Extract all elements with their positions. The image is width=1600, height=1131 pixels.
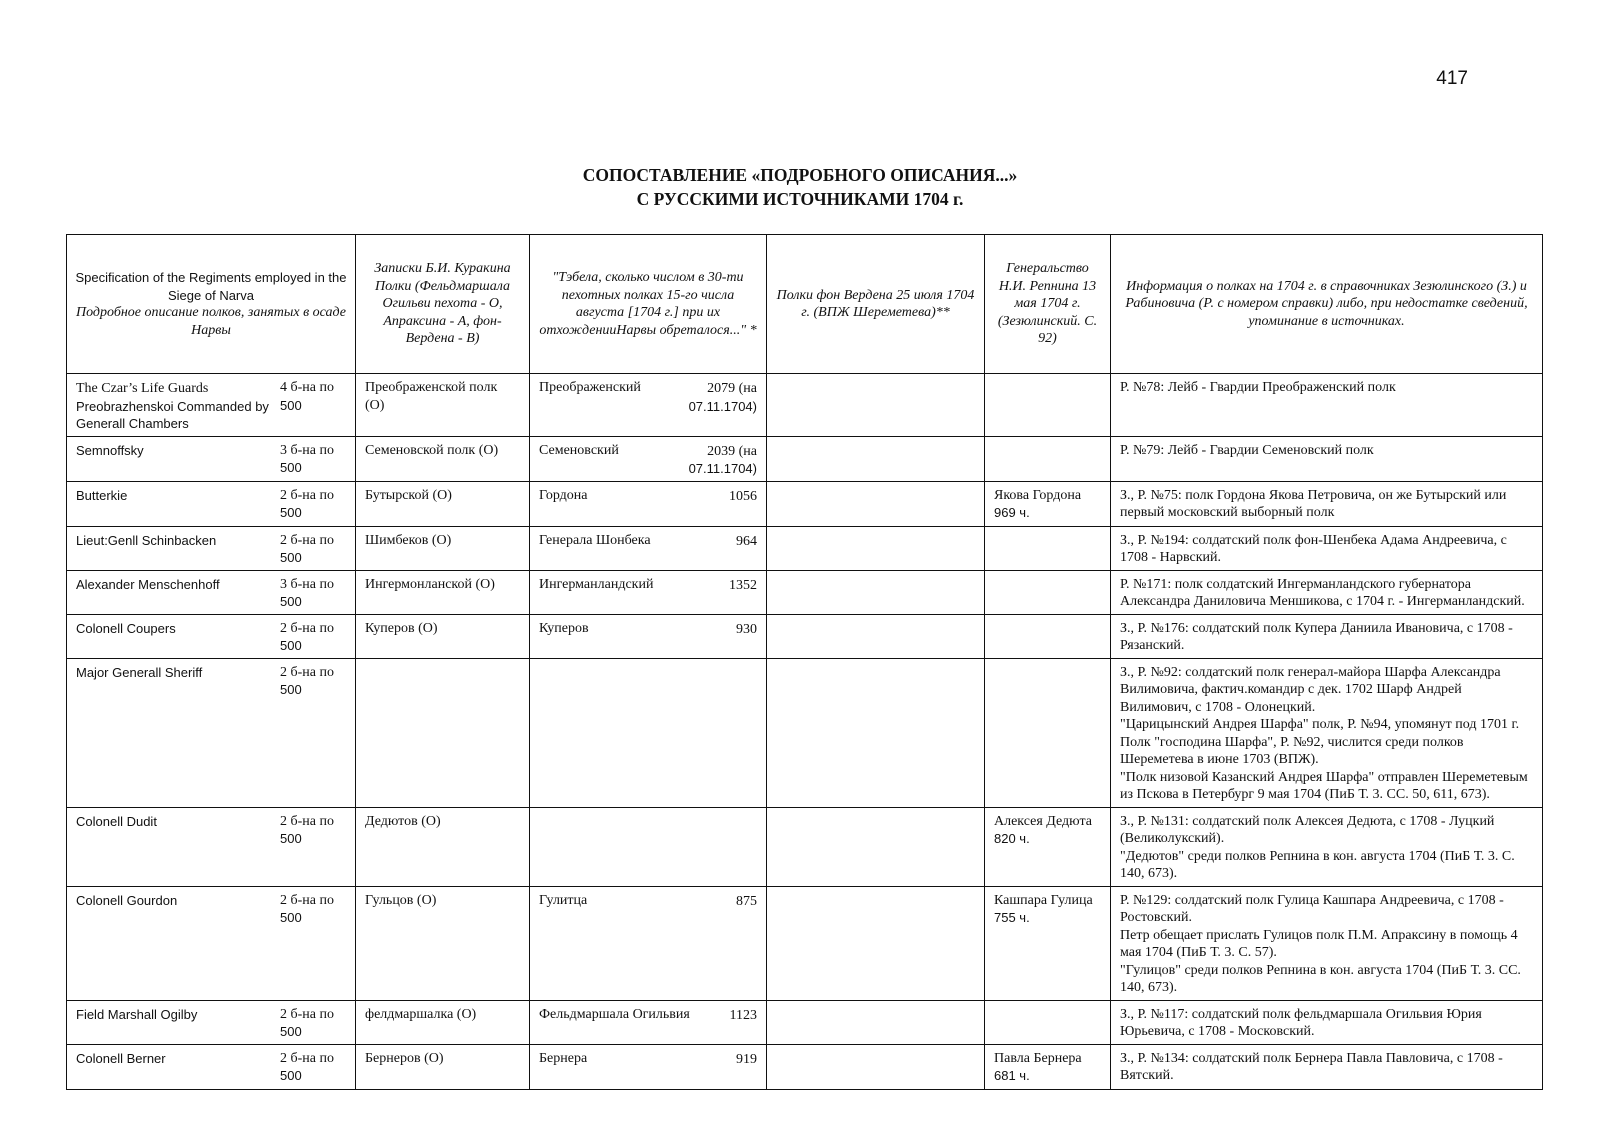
table-row [67, 481, 1543, 526]
regiment-name-sans: Major Generall Sheriff [76, 664, 203, 680]
cell-info [1111, 1044, 1543, 1089]
header-col-tebela: "Тэбела, сколько числом в 30-ти пехотных полках 15-го числа августа [1704 г.] при их отхожденииНарвы обреталося..." * [530, 235, 767, 374]
repnin-regiment: Павла Бернера [994, 1050, 1082, 1066]
table-row [67, 1000, 1543, 1044]
regiment-name-sans: Field Marshall Ogilby [76, 1006, 198, 1022]
cell-kurakin [356, 658, 530, 807]
repnin-strength: 755 ч. [994, 910, 1030, 925]
tebela-regiment: Гордона [539, 487, 588, 503]
cell-info [1111, 481, 1543, 526]
cell-tebela [530, 1000, 767, 1044]
cell-regiment-name [67, 374, 356, 437]
regiment-name [76, 487, 280, 522]
tebela-count [729, 487, 757, 506]
info-line: З., Р. №194: солдатский полк фон-Шенбека Адама Андреевича, с 1708 - Нарвский. [1120, 532, 1507, 565]
regiment-name [76, 892, 280, 927]
regiment-name-sans: Semnoffsky [76, 442, 144, 458]
table-body [67, 374, 1543, 1090]
info-line: З., Р. №92: солдатский полк генерал-майора Шарфа Александра Вилимовича, фактич.командир с дек. 1702 Шарф Андрей Вилимович, с 1708 - Олонецкий. [1120, 664, 1501, 715]
tebela-count-main: 1056 [729, 488, 757, 504]
tebela-count-main: 1352 [729, 577, 757, 593]
battalion-number: 500 [280, 594, 302, 609]
battalion-text: 2 б-на по [280, 1006, 334, 1022]
cell-info [1111, 658, 1543, 807]
header-col-kurakin: Записки Б.И. Куракина Полки (Фельдмаршала Огильви пехота - О, Апраксина - А, фон-Вердена - В) [356, 235, 530, 374]
header-col-specification [67, 235, 356, 374]
table-row [67, 886, 1543, 1000]
page-number: 417 [1436, 68, 1468, 89]
battalion-count [280, 620, 346, 655]
cell-kurakin: Преображенской полк (О) [356, 374, 530, 437]
regiment-name [76, 576, 280, 611]
tebela-regiment: Ингерманландский [539, 576, 654, 592]
header-col-verden: Полки фон Вердена 25 июля 1704 г. (ВПЖ Шереметева)** [767, 235, 985, 374]
regiment-name [76, 813, 280, 848]
table-row [67, 436, 1543, 481]
regiment-name [76, 620, 280, 655]
cell-repnin [985, 1000, 1111, 1044]
cell-tebela [530, 436, 767, 481]
battalion-text: 2 б-на по [280, 813, 334, 829]
info-line: З., Р. №75: полк Гордона Якова Петровича, он же Бутырский или первый московский выборный полк [1120, 487, 1507, 520]
info-line: З., Р. №131: солдатский полк Алексея Дедюта, с 1708 - Луцкий (Великолукский). [1120, 813, 1495, 846]
repnin-strength: 681 ч. [994, 1068, 1030, 1083]
header-col1-english: Specification of the Regiments employed in the Siege of Narva [75, 270, 347, 303]
cell-repnin [985, 886, 1111, 1000]
battalion-count [280, 892, 346, 927]
battalion-count [280, 664, 346, 699]
cell-tebela [530, 614, 767, 658]
cell-verden [767, 436, 985, 481]
tebela-regiment: Фельдмаршала Огильвия [539, 1006, 690, 1022]
cell-tebela [530, 658, 767, 807]
regiment-name-sans: Colonell Gourdon [76, 892, 178, 908]
repnin-regiment: Кашпара Гулица [994, 892, 1093, 908]
table-row [67, 526, 1543, 570]
table-row [67, 614, 1543, 658]
tebela-count-main: 1123 [729, 1007, 757, 1023]
cell-verden [767, 570, 985, 614]
regiment-name [76, 1050, 280, 1085]
cell-kurakin: Ингермонланской (О) [356, 570, 530, 614]
battalion-count [280, 1006, 346, 1041]
tebela-regiment: Куперов [539, 620, 589, 636]
battalion-text: 3 б-на по [280, 576, 334, 592]
tebela-count [730, 1006, 757, 1025]
repnin-strength: 820 ч. [994, 831, 1030, 846]
tebela-regiment: Бернера [539, 1050, 588, 1066]
tebela-regiment: Преображенский [539, 380, 641, 395]
battalion-count [280, 487, 346, 522]
regiment-name [76, 664, 280, 699]
header-col-repnin: Генеральство Н.И. Репнина 13 мая 1704 г. (Зезюлинский. С. 92) [985, 235, 1111, 374]
cell-regiment-name [67, 481, 356, 526]
cell-kurakin: Семеновской полк (О) [356, 436, 530, 481]
tebela-count-main: 919 [736, 1051, 757, 1067]
info-line: "Дедютов" среди полков Репнина в кон. августа 1704 (ПиБ Т. 3. С. 140, 673). [1120, 848, 1515, 881]
table-row [67, 374, 1543, 437]
battalion-count [280, 813, 346, 848]
cell-verden [767, 807, 985, 886]
cell-tebela [530, 526, 767, 570]
info-line: Петр обещает прислать Гулицов полк П.М. Апраксину в помощь 4 мая 1704 (ПиБ Т. 3. С. 57). [1120, 927, 1518, 960]
cell-regiment-name [67, 526, 356, 570]
header-col1-russian: Подробное описание полков, занятых в осаде Нарвы [76, 305, 346, 338]
tebela-count-date: 07.11.1704) [688, 461, 757, 476]
regiment-name-sans: Butterkie [76, 487, 128, 503]
tebela-count [736, 620, 757, 639]
battalion-number: 500 [280, 1068, 302, 1083]
battalion-number: 500 [280, 682, 302, 697]
regiment-name-sans: Preobrazhenskoi Commanded by Generall Chambers [76, 398, 269, 431]
tebela-count [689, 442, 757, 478]
table-header-row [67, 235, 1543, 374]
battalion-number: 500 [280, 831, 302, 846]
cell-repnin [985, 807, 1111, 886]
document-title [0, 163, 1600, 211]
cell-kurakin: Дедютов (О) [356, 807, 530, 886]
cell-regiment-name [67, 570, 356, 614]
cell-tebela [530, 1044, 767, 1089]
cell-tebela [530, 481, 767, 526]
cell-kurakin: Бутырской (О) [356, 481, 530, 526]
info-line: "Царицынский Андрея Шарфа" полк, Р. №94, упомянут под 1701 г. Полк "господина Шарфа", Р. №92, числится среди полков Шереметева в июне 1703 (ВПЖ). [1120, 717, 1520, 767]
cell-verden [767, 526, 985, 570]
tebela-count-main: 930 [736, 621, 757, 637]
repnin-strength: 969 ч. [994, 505, 1030, 520]
tebela-count-main: 2079 (на [707, 381, 757, 396]
table-row [67, 807, 1543, 886]
cell-repnin [985, 614, 1111, 658]
cell-info [1111, 614, 1543, 658]
cell-info [1111, 570, 1543, 614]
info-line: З., Р. №117: солдатский полк фельдмаршала Огильвия Юрия Юрьевича, с 1708 - Московский. [1120, 1006, 1482, 1039]
info-line: "Гулицов" среди полков Репнина в кон. августа 1704 (ПиБ Т. 3. СС. 140, 673). [1120, 962, 1521, 995]
cell-repnin [985, 481, 1111, 526]
table-row [67, 570, 1543, 614]
cell-verden [767, 481, 985, 526]
repnin-regiment: Алексея Дедюта [994, 813, 1092, 829]
cell-repnin [985, 526, 1111, 570]
battalion-text: 2 б-на по [280, 620, 334, 636]
cell-info [1111, 1000, 1543, 1044]
regiment-name-sans: Alexander Menschenhoff [76, 576, 220, 592]
cell-kurakin: Гульцов (О) [356, 886, 530, 1000]
battalion-text: 2 б-на по [280, 1050, 334, 1066]
info-line: Р. №79: Лейб - Гвардии Семеновский полк [1120, 442, 1374, 458]
battalion-count [280, 1050, 346, 1085]
tebela-regiment: Семеновский [539, 442, 619, 458]
tebela-count [736, 892, 757, 911]
cell-info [1111, 436, 1543, 481]
comparison-table [66, 234, 1543, 1090]
cell-verden [767, 1044, 985, 1089]
info-line: "Полк низовой Казанский Андрея Шарфа" отправлен Шереметевым из Пскова в Петербург 9 мая 1704 (ПиБ Т. 3. СС. 50, 611, 673). [1120, 769, 1528, 802]
regiment-name-sans: Colonell Berner [76, 1050, 166, 1066]
title-line-2: С РУССКИМИ ИСТОЧНИКАМИ 1704 г. [636, 189, 964, 209]
battalion-text: 2 б-на по [280, 892, 334, 908]
cell-regiment-name [67, 1000, 356, 1044]
battalion-count [280, 532, 346, 567]
tebela-regiment: Гулитца [539, 892, 588, 908]
tebela-count [736, 1050, 757, 1069]
cell-regiment-name [67, 658, 356, 807]
cell-tebela [530, 807, 767, 886]
battalion-number: 500 [280, 397, 302, 413]
cell-regiment-name [67, 886, 356, 1000]
info-line: Р. №129: солдатский полк Гулица Кашпара Андреевича, с 1708 - Ростовский. [1120, 892, 1504, 925]
tebela-count-main: 2039 (на [707, 443, 757, 459]
cell-repnin [985, 374, 1111, 437]
cell-regiment-name [67, 614, 356, 658]
battalion-count [280, 442, 346, 477]
cell-repnin [985, 570, 1111, 614]
cell-info [1111, 526, 1543, 570]
info-line: Р. №78: Лейб - Гвардии Преображенский полк [1120, 380, 1396, 395]
cell-kurakin: Куперов (О) [356, 614, 530, 658]
battalion-number: 500 [280, 505, 302, 520]
cell-info [1111, 886, 1543, 1000]
cell-info [1111, 807, 1543, 886]
cell-kurakin: Шимбеков (О) [356, 526, 530, 570]
cell-verden [767, 614, 985, 658]
battalion-text: 3 б-на по [280, 442, 334, 458]
regiment-name [76, 379, 280, 433]
cell-tebela [530, 886, 767, 1000]
cell-verden [767, 886, 985, 1000]
battalion-number: 500 [280, 460, 302, 475]
tebela-count-main: 964 [736, 533, 757, 549]
info-line: З., Р. №176: солдатский полк Купера Даниила Ивановича, с 1708 - Рязанский. [1120, 620, 1513, 653]
cell-kurakin: Бернеров (О) [356, 1044, 530, 1089]
cell-kurakin: фелдмаршалка (О) [356, 1000, 530, 1044]
tebela-count-main: 875 [736, 893, 757, 909]
battalion-count [280, 379, 346, 433]
cell-repnin [985, 1044, 1111, 1089]
title-line-1: СОПОСТАВЛЕНИЕ «ПОДРОБНОГО ОПИСАНИЯ...» [582, 165, 1018, 185]
regiment-name-sans: Lieut:Genll Schinbacken [76, 532, 217, 548]
battalion-text: 4 б-на по [280, 380, 334, 395]
repnin-regiment: Якова Гордона [994, 487, 1082, 503]
cell-verden [767, 374, 985, 437]
info-line: Р. №171: полк солдатский Ингерманландского губернатора Александра Даниловича Меншикова, с 1704 г. - Ингерманландский. [1120, 576, 1525, 609]
battalion-count [280, 576, 346, 611]
cell-regiment-name [67, 1044, 356, 1089]
regiment-name-sans: Colonell Dudit [76, 813, 157, 829]
battalion-number: 500 [280, 910, 302, 925]
cell-repnin [985, 658, 1111, 807]
tebela-count-date: 07.11.1704) [688, 398, 757, 414]
cell-regiment-name [67, 436, 356, 481]
tebela-count [736, 532, 757, 551]
battalion-number: 500 [280, 1024, 302, 1039]
header-col-info: Информация о полках на 1704 г. в справочниках Зезюлинского (З.) и Рабиновича (Р. с номером справки) либо, при недостатке сведений, упоминание в источниках. [1111, 235, 1543, 374]
battalion-number: 500 [280, 638, 302, 653]
battalion-number: 500 [280, 550, 302, 565]
tebela-count [689, 379, 757, 415]
regiment-name-sans: Colonell Coupers [76, 620, 176, 636]
regiment-name [76, 1006, 280, 1041]
battalion-text: 2 б-на по [280, 487, 334, 503]
table-row [67, 1044, 1543, 1089]
regiment-name [76, 442, 280, 477]
info-line: З., Р. №134: солдатский полк Бернера Павла Павловича, с 1708 - Вятский. [1120, 1050, 1503, 1083]
tebela-regiment: Генерала Шонбека [539, 532, 651, 548]
cell-verden [767, 1000, 985, 1044]
cell-tebela [530, 570, 767, 614]
cell-tebela [530, 374, 767, 437]
cell-regiment-name [67, 807, 356, 886]
regiment-name [76, 532, 280, 567]
tebela-count [729, 576, 757, 595]
table-row [67, 658, 1543, 807]
cell-repnin [985, 436, 1111, 481]
regiment-name-serif: The Czar’s Life Guards [76, 381, 209, 396]
cell-info [1111, 374, 1543, 437]
battalion-text: 2 б-на по [280, 664, 334, 680]
battalion-text: 2 б-на по [280, 532, 334, 548]
cell-verden [767, 658, 985, 807]
